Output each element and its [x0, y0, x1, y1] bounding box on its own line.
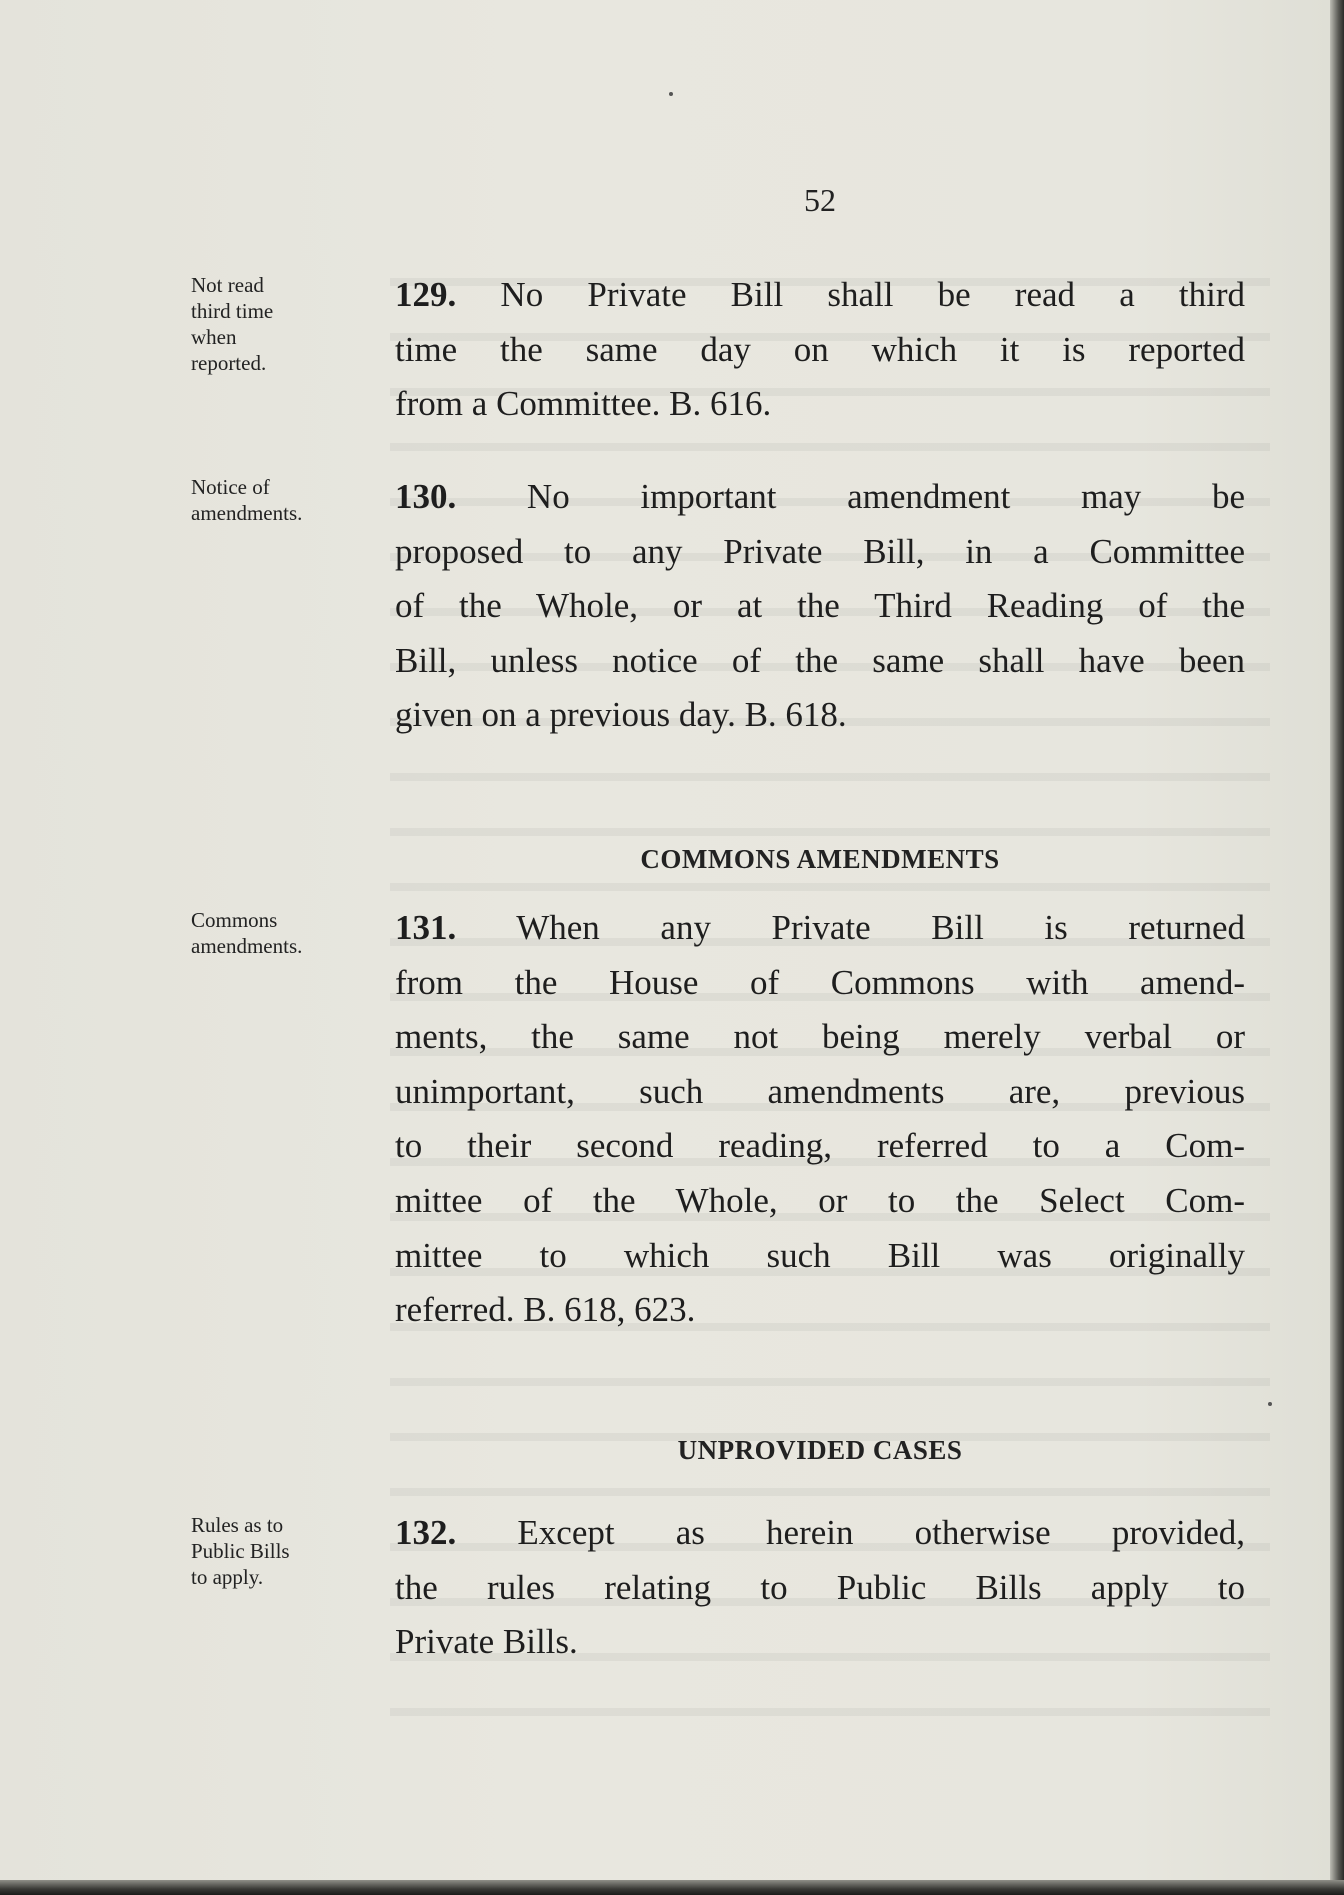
page-number: 52 [804, 182, 836, 218]
section-heading-commons-amendments: COMMONS AMENDMENTS [640, 844, 1000, 874]
margin-note-line: when [191, 325, 237, 349]
rule-line: 130. No important amendment may be [395, 477, 1246, 516]
page-bottom-edge [0, 1880, 1344, 1895]
rule-line: proposed to any Private Bill, in a Committee [395, 531, 1245, 571]
section-heading-unprovided-cases: UNPROVIDED CASES [677, 1435, 963, 1465]
rule-129 [395, 268, 1245, 432]
rule-line: 132. Except as herein otherwise provided, [395, 1513, 1246, 1552]
paper-speck [669, 92, 673, 96]
margin-note-line: third time [191, 299, 274, 323]
margin-note-line: Commons [191, 908, 278, 932]
rule-line: mittee of the Whole, or to the Select Com- [395, 1180, 1245, 1220]
rule-line: the rules relating to Public Bills apply to [395, 1567, 1245, 1607]
rule-line: from the House of Commons with amend- [395, 962, 1245, 1002]
margin-note-line: Not read [191, 273, 264, 297]
margin-note-129 [191, 272, 371, 376]
rule-line: Private Bills. [395, 1622, 578, 1662]
margin-note-line: amendments. [191, 501, 303, 525]
margin-note-line: Rules as to [191, 1513, 284, 1537]
margin-note-line: to apply. [191, 1565, 264, 1589]
rule-line: 129. No Private Bill shall be read a third [395, 275, 1246, 314]
rule-line: referred. B. 618, 623. [395, 1290, 696, 1330]
rule-number: 129. [395, 275, 457, 314]
rule-132 [395, 1506, 1245, 1670]
margin-note-line: reported. [191, 351, 267, 375]
margin-note-line: amendments. [191, 934, 303, 958]
rule-line: Bill, unless notice of the same shall have been [395, 640, 1245, 680]
margin-note-line: Notice of [191, 475, 270, 499]
rule-number: 132. [395, 1513, 457, 1552]
margin-note-132 [191, 1512, 371, 1590]
margin-note-130 [191, 474, 371, 526]
rule-line: from a Committee. B. 616. [395, 384, 772, 424]
paper-speck [1268, 1402, 1272, 1406]
rule-number: 130. [395, 477, 457, 516]
rule-line: 131. When any Private Bill is returned [395, 908, 1245, 947]
rule-130 [395, 470, 1245, 743]
rule-line: to their second reading, referred to a Com- [395, 1126, 1245, 1166]
rule-line: of the Whole, or at the Third Reading of the [395, 586, 1245, 626]
margin-note-131 [191, 907, 371, 959]
rule-131 [395, 901, 1245, 1338]
margin-note-line: Public Bills [191, 1539, 290, 1563]
rule-line: time the same day on which it is reported [395, 329, 1245, 369]
rule-line: mittee to which such Bill was originally [395, 1235, 1245, 1275]
page-right-edge [1330, 0, 1344, 1895]
rule-line: unimportant, such amendments are, previous [395, 1071, 1245, 1111]
rule-line: ments, the same not being merely verbal or [395, 1017, 1245, 1057]
rule-line: given on a previous day. B. 618. [395, 695, 847, 735]
rule-number: 131. [395, 908, 457, 947]
